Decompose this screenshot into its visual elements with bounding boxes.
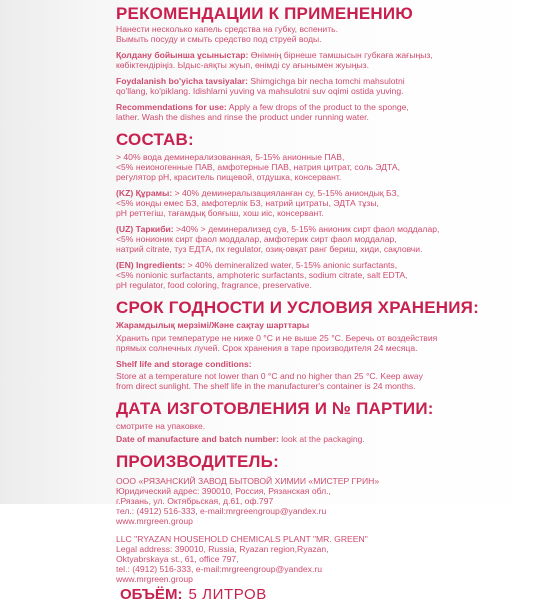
composition-en-text-1: > 40% demineralized water, 5-15% anionic surfactants, (185, 260, 398, 270)
volume-label: ОБЪЁМ: (120, 586, 183, 603)
recommendations-kz-text-1: Өнімнің бірнеше тамшысын губкаға жағыңыз, (248, 50, 433, 60)
manufacturer-ru-line-5: www.mrgreen.group (116, 516, 193, 526)
composition-uz-line-3: натрий citrate, туз ЕДТА, пх regulator, озиқ-овқат ранг бериш, хиди, сақловчи. (116, 244, 423, 254)
manufacturer-ru-line-1: ООО «РЯЗАНСКИЙ ЗАВОД БЫТОВОЙ ХИМИИ «МИСТЕР ГРИН» (116, 476, 380, 486)
shelf-life-kz-heading: Жарамдылық мерзімі/Және сақтау шарттары (116, 320, 310, 330)
composition-title: СОСТАВ: (116, 130, 194, 149)
manufacturer-en-line-3: Oktyabrskaya st., 61, office 797, (116, 554, 239, 564)
recommendations-uz-line-1 (116, 76, 556, 86)
composition-en-label: (EN) Ingredients: (116, 260, 186, 270)
shelf-life-en-line-2: from direct sunlight. The shelf life in the manufacturer's container is 24 months. (116, 381, 416, 391)
manufacture-date-title: ДАТА ИЗГОТОВЛЕНИЯ И № ПАРТИИ: (116, 399, 434, 418)
recommendations-kz-line-2: көбіктендіріңіз. Ыдыс-аяқты жуып, өнімді су ағынымен жуыңыз. (116, 60, 370, 70)
composition-ru-text-1: > 40% вода деминерализованная, 5-15% анионные ПАВ, (116, 152, 345, 162)
recommendations-en-label: Recommendations for use: (116, 102, 227, 112)
recommendations-kz-line-1 (116, 50, 556, 60)
composition-uz-line-1 (116, 224, 556, 234)
manufacturer-en-line-2: Legal address: 390010, Russia, Ryazan region,Ryazan, (116, 544, 329, 554)
composition-kz-line-3: рН реттегіш, тағамдық бояғыш, хош иіс, консервант. (116, 208, 324, 218)
recommendations-title: РЕКОМЕНДАЦИИ К ПРИМЕНЕНИЮ (116, 4, 414, 23)
recommendations-en-line-1 (116, 102, 556, 112)
volume-row (120, 586, 556, 603)
shelf-life-ru-line-2: прямых солнечных лучей. Срок хранения в таре производителя 24 месяца. (116, 343, 418, 353)
manufacturer-en-line-4: tel.: (4912) 516-333, e-mail:mrgreengroup@yandex.ru (116, 564, 323, 574)
composition-kz-line-1 (116, 188, 556, 198)
composition-ru-line-3: регулятор pH, краситель пищевой, отдушка, консервант. (116, 172, 342, 182)
composition-en-line-2: <5% nonionic surfactants, amphoteric surfactants, sodium citrate, salt EDTA, (116, 270, 408, 280)
manufacture-date-ru: смотрите на упаковке. (116, 421, 206, 431)
composition-kz-label: (KZ) Құрамы: (116, 188, 173, 198)
composition-en-line-3: pH regulator, food coloring, fragrance, preservative. (116, 280, 312, 290)
composition-kz-text-1: > 40% деминералызацияланған су, 5-15% аниондық БЗ, (172, 188, 400, 198)
manufacturer-en-line-1: LLC "RYAZAN HOUSEHOLD CHEMICALS PLANT "MR. GREEN" (116, 534, 368, 544)
volume-value: 5 ЛИТРОВ (188, 586, 267, 603)
recommendations-en-text-1: Apply a few drops of the product to the sponge, (226, 102, 409, 112)
manufacturer-title: ПРОИЗВОДИТЕЛЬ: (116, 452, 279, 471)
recommendations-ru-line-2: Вымыть посуду и смыть средство под струей воды. (116, 34, 322, 44)
composition-en-line-1 (116, 260, 556, 270)
recommendations-uz-line-2: qo'llang, ko'piklang. Idishlarni yuving va mahsulotni suv oqimi ostida yuving. (116, 86, 404, 96)
manufacturer-ru-line-2: Юридический адрес: 390010, Россия, Рязанская обл., (116, 486, 331, 496)
manufacture-date-en-text: look at the packaging. (278, 434, 365, 444)
recommendations-kz-label: Қолдану бойынша ұсыныстар: (116, 50, 249, 60)
recommendations-uz-label: Foydalanish bo'yicha tavsiyalar: (116, 76, 248, 86)
composition-uz-line-2: <5% нонионик сирт фаол моддалар, амфотерик сирт фаол моддалар, (116, 234, 397, 244)
manufacturer-ru-line-3: г.Рязань, ул. Октябрьская, д.61, оф.797 (116, 496, 274, 506)
composition-ru-line-1 (116, 152, 556, 162)
shelf-life-en-label: Shelf life and storage conditions: (116, 359, 252, 369)
shelf-life-title: СРОК ГОДНОСТИ И УСЛОВИЯ ХРАНЕНИЯ: (116, 298, 479, 317)
manufacturer-en-line-5: www.mrgreen.group (116, 574, 193, 584)
shelf-life-ru-line-1: Хранить при температуре не ниже 0 °С и не выше 25 °С. Беречь от воздействия (116, 333, 438, 343)
composition-uz-label: (UZ) Таркиби: (116, 224, 174, 234)
recommendations-en-line-2: lather. Wash the dishes and rinse the product under running water. (116, 112, 369, 122)
manufacturer-ru-line-4: тел.: (4912) 516-333, e-mail:mrgreengroup@yandex.ru (116, 506, 327, 516)
manufacture-date-en-line (116, 434, 556, 444)
composition-ru-line-2: <5% неионогенные ПАВ, амфотерные ПАВ, натрия цитрат, соль ЭДТА, (116, 162, 401, 172)
composition-uz-text-1: >40% > деминерализед сув, 5-15% анионик сирт фаол моддалар, (173, 224, 440, 234)
recommendations-ru-line-1: Нанести несколько капель средства на губку, вспенить. (116, 24, 338, 34)
manufacture-date-en-label: Date of manufacture and batch number: (116, 434, 279, 444)
label-content (116, 4, 556, 603)
shelf-life-en-line-1: Store at a temperature not lower than 0 °C and no higher than 25 °C. Keep away (116, 371, 423, 381)
composition-kz-line-2: <5% ионды емес БЗ, амфотерлік БЗ, натрий цитраты, ЭДТА тұзы, (116, 198, 379, 208)
recommendations-uz-text-1: Shimgichga bir necha tomchi mahsulotni (247, 76, 405, 86)
